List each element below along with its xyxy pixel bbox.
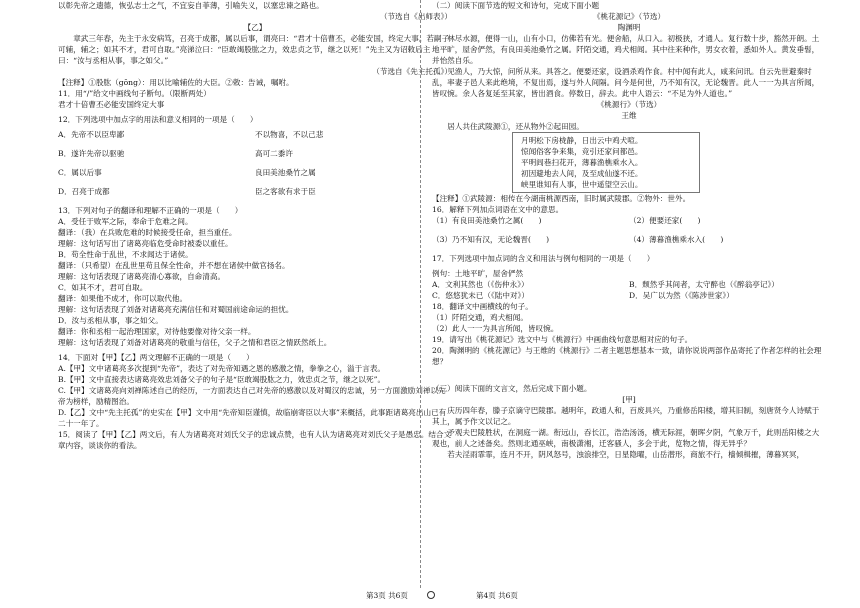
- question-19: 19．请写出《桃花源记》选文中与《桃源行》中画曲线句意思相对应的句子。: [432, 335, 693, 344]
- q16-item[interactable]: （3）乃不知有汉，无论魏晋( ): [432, 235, 550, 244]
- section-heading: （二）阅读下面节选的短文和诗句，完成下面小题: [432, 1, 600, 10]
- left-page: [58, 0, 452, 580]
- option-a-compare: 不以物喜，不以己悲: [255, 130, 324, 139]
- page-number-left: 第3页 共6页: [366, 591, 408, 600]
- understanding: 理解：这句话表现了刘备对诸葛亮的敬重与信任，父子之情和君臣之情跃然纸上。: [58, 338, 332, 347]
- option-c[interactable]: C．悠悠犹未已（《陆中对》）: [432, 291, 529, 300]
- section-label: [甲]: [622, 395, 636, 404]
- q18-item: （2）此人一一为具言所闻，皆叹惋。: [432, 324, 559, 333]
- question-14: 14．下面对【甲】【乙】两文理解不正确的一项是（ ）: [58, 353, 254, 362]
- question-11-sentence: 君才十倍曹丕必能安国终定大事: [58, 100, 165, 109]
- question-20: 20．陶渊明的《桃花源记》与王维的《桃源行》二者主题思想基本一致，请你说说两部作品寄托了作者怎样的社会理想？: [432, 346, 822, 366]
- option-c[interactable]: C．属以后事: [58, 168, 102, 177]
- poem-box: [512, 132, 700, 193]
- option-a[interactable]: A．受任于败军之际，奉命于危难之间。: [58, 217, 193, 226]
- understanding: 理解：这句话表现了诸葛亮清心寡欲，自命清高。: [58, 272, 226, 281]
- poem-line: 平明闾巷扫花开，薄暮渔樵乘水入。: [521, 158, 643, 167]
- question-17: 17．下列选项中加点词的含义和用法与例句相同的一项是（ ）: [432, 254, 655, 263]
- translation: 翻译：（只希望）在乱世里苟且保全性命，并不想在诸侯中做官扬名。: [58, 261, 290, 270]
- passage-paragraph: 章武三年春，先主于永安病笃，召亮于成都，属以后事，谓亮曰：“君才十倍曹丕，必能安国，终定大事。若嗣子可辅，辅之；如其不才，君可自取。”亮涕泣曰：“臣敢竭股肱之力，效忠贞之节，继之以死！”先主又为诏敕后主曰：“汝与丞相从事，事之如父。”: [58, 34, 450, 65]
- passage-paragraph: 予观夫巴陵胜状，在洞庭一湖。衔远山，吞长江，浩浩汤汤，横无际涯，朝晖夕阴，气象万千，此则岳阳楼之大观也，前人之述备矣。然则北通巫峡，南极潇湘，迁客骚人，多会于此，览物之情，得无异乎？: [432, 428, 820, 448]
- q16-item[interactable]: （2）便要还家( ): [629, 216, 701, 225]
- option-d[interactable]: D．吴广以为然（《陈涉世家》）: [629, 291, 734, 300]
- option-row: [58, 186, 452, 197]
- binding-hole-icon: [427, 591, 435, 599]
- q16-row: [432, 234, 826, 245]
- poem-title: 《桃源行》（节选）: [596, 100, 662, 109]
- poem-line: 月明松下房栊静，日出云中鸡犬喧。: [521, 136, 643, 145]
- question-13: 13．下列对句子的翻译和理解不正确的一项是（ ）: [58, 206, 243, 215]
- option-b[interactable]: B．颓然乎其间者，太守醉也（《醉翁亭记》）: [629, 280, 779, 289]
- option-c[interactable]: C．如其不才，君可自取。: [58, 283, 148, 292]
- poem-line: 惊闻俗客争来集，竞引还家问都邑。: [521, 147, 643, 156]
- option-row: [58, 129, 452, 140]
- question-15: 15．阅读了【甲】【乙】两文后，有人为诸葛亮对刘氏父子的忠诚点赞，也有人认为诸葛亮对刘氏父子是愚忠。结合文章内容，谈谈你的看法。: [58, 430, 452, 450]
- question-12: 12．下列选项中加点字的用法和意义相同的一项是（ ）: [58, 115, 258, 124]
- option-d[interactable]: D．召亮于成都: [58, 187, 110, 196]
- page-divider: [420, 0, 421, 588]
- option-d-compare: 臣之客欲有求于臣: [255, 187, 316, 196]
- page-number-right: 第4页 共6页: [476, 591, 518, 600]
- right-page: [432, 0, 826, 580]
- option-b[interactable]: B．苟全性命于乱世，不求闻达于诸侯。: [58, 250, 193, 259]
- option-a[interactable]: A．文利其然也（《伤仲永》）: [432, 280, 529, 289]
- q16-row: [432, 215, 826, 226]
- annotation: 【注释】①股肱（gōng）：用以比喻辅佐的大臣。②敕：告诫，嘱咐。: [58, 78, 294, 87]
- poem-line: 峡里谁知有人事，世中遥望空云山。: [521, 180, 643, 189]
- option-row: [58, 148, 452, 159]
- annotation: 【注释】①武陵源：相传在今湖南桃源西南，旧时属武陵郡。②物外：世外。: [432, 194, 691, 203]
- option-d[interactable]: D．汝与丞相从事，事之如父。: [58, 316, 163, 325]
- passage-paragraph: 林尽水源，便得一山，山有小口，仿佛若有光。便舍船，从口入。初极狭，才通人。复行数十步，豁然开朗。土地平旷，屋舍俨然，有良田美池桑竹之属。阡陌交通，鸡犬相闻。其中往来种作，男女衣着，悉如外人。黄发垂髫，并怡然自乐。: [432, 34, 820, 65]
- option-d[interactable]: D.【乙】文中“先主托孤”的史实在【甲】文中用“先帝知臣谨慎，故临崩寄臣以大事”来概括，此事距诸葛亮出山已有二十一年了。: [58, 408, 447, 428]
- translation: 翻译：你和丞相一起治理国家，对待他要像对待父亲一样。: [58, 327, 256, 336]
- option-a[interactable]: A．先帝不以臣卑鄙: [58, 130, 125, 139]
- question-18: 18．翻译文中画横线的句子。: [432, 302, 533, 311]
- option-a[interactable]: A.【甲】文中诸葛亮多次提到“先帝”，表达了对先帝知遇之恩的感激之情，拳拳之心，溢于言表。: [58, 364, 386, 373]
- source-note: （节选自《先主托孤》）: [372, 67, 452, 76]
- passage-paragraph: 见渔人，乃大惊，问所从来。具答之。便要还家，设酒杀鸡作食。村中闻有此人，咸来问讯。自云先世避秦时乱，率妻子邑人来此绝境，不复出焉，遂与外人间隔。问今是何世，乃不知有汉，无论魏晋。此人一一为具言所闻，皆叹惋。余人各复延至其家，皆出酒食。停数日，辞去。此中人语云：“不足为外人道也。”: [432, 67, 820, 98]
- poem-line: 居人共住武陵源①，还从物外②起田园。: [447, 122, 584, 131]
- option-row: [432, 279, 826, 290]
- question-16: 16．解释下列加点词语在文中的意思。: [432, 205, 564, 214]
- option-b-compare: 高可二黍许: [255, 149, 293, 158]
- option-c[interactable]: C.【甲】文诸葛亮向刘禅陈述自己的经历，一方面表达自己对先帝的感激以及对蜀汉的忠诚，另一方面激励刘禅以先帝为榜样，励精图治。: [58, 386, 446, 406]
- q16-item[interactable]: （1）有良田美池桑竹之属( ): [432, 216, 542, 225]
- poem-author: 王维: [621, 111, 637, 120]
- example-sentence: 例句：土地平旷，屋舍俨然: [432, 269, 524, 278]
- section-label: 【乙】: [243, 23, 267, 32]
- text-line: 以彰先帝之遗德，恢弘志士之气，不宜妄自菲薄，引喻失义，以塞忠谏之路也。: [58, 1, 324, 10]
- passage-paragraph: 若夫淫雨霏霏，连月不开，阴风怒号，浊浪排空，日星隐曜，山岳潜形，商旅不行，樯倾楫摧，薄暮冥冥，: [447, 450, 805, 459]
- section-heading: （三）阅读下面的文言文，然后完成下面小题。: [432, 384, 592, 393]
- passage-title: 《桃花源记》（节选）: [592, 12, 666, 21]
- understanding: 理解：这句话写出了诸葛亮临危受命时被委以重任。: [58, 239, 233, 248]
- option-b[interactable]: B．遂许先帝以驱驰: [58, 149, 125, 158]
- poem-line: 初因避地去人间，及至成仙遂不还。: [521, 169, 643, 178]
- option-b[interactable]: B.【甲】文中直接表达诸葛亮效忠刘备父子的句子是“臣敢竭股肱之力，效忠贞之节，继之以死”。: [58, 375, 386, 384]
- option-row: [432, 290, 826, 301]
- option-row: [58, 167, 452, 178]
- passage-paragraph: 庆历四年春，滕子京谪守巴陵郡。越明年，政通人和，百废具兴，乃重修岳阳楼，增其旧制，刻唐贤今人诗赋于其上，属予作文以记之。: [432, 406, 820, 426]
- option-c-compare: 良田美池桑竹之属: [255, 168, 316, 177]
- q18-item: （1）阡陌交通，鸡犬相闻。: [432, 313, 528, 322]
- question-11: 11．用“/”给文中画线句子断句。（限断两处）: [58, 89, 211, 98]
- source-note: （节选自《出师表》）: [379, 12, 452, 21]
- passage-author: 陶渊明: [617, 23, 641, 32]
- translation: 翻译：（我）在兵败危难的时候接受任命，担当重任。: [58, 228, 237, 237]
- understanding: 理解：这句话表现了刘备对诸葛亮充满信任和对蜀国前途命运的担忧。: [58, 305, 294, 314]
- q16-item[interactable]: （4）薄暮渔樵乘水入( ): [629, 235, 724, 244]
- translation: 翻译：如果他不成才，你可以取代他。: [58, 294, 188, 303]
